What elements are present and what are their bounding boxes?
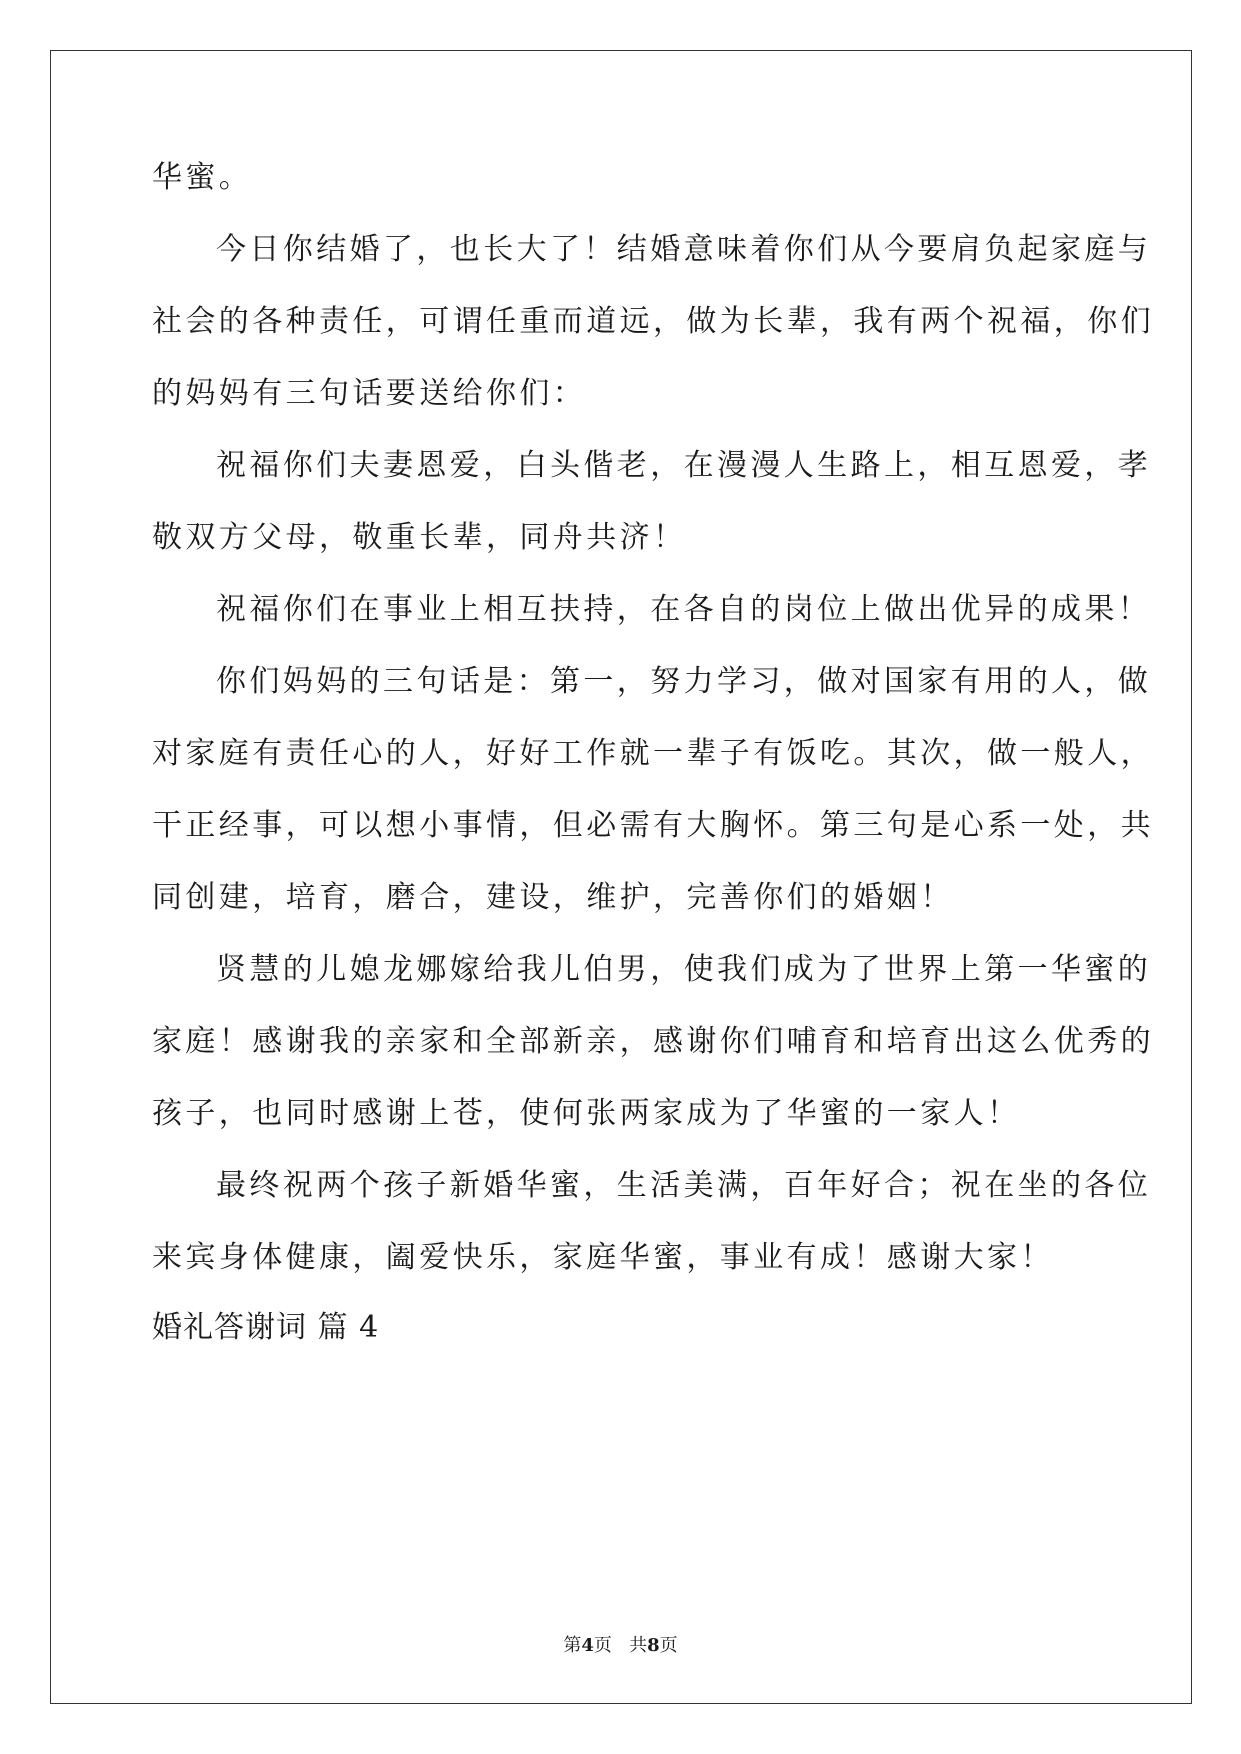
paragraph-line: 孩子，也同时感谢上苍，使何张两家成为了华蜜的一家人！ <box>152 1096 1021 1131</box>
paragraph-line: 干正经事，可以想小事情，但必需有大胸怀。第三句是心系一处，共 <box>152 808 1154 843</box>
paragraph-line: 来宾身体健康，阖爱快乐，家庭华蜜，事业有成！感谢大家！ <box>152 1240 1054 1275</box>
paragraph-line: 祝福你们在事业上相互扶持，在各自的岗位上做出优异的成果！ <box>216 592 1152 627</box>
page-footer <box>0 1634 1241 1658</box>
paragraph-line: 同创建，培育，磨合，建设，维护，完善你们的婚姻！ <box>152 880 954 915</box>
footer-prefix: 第 <box>563 1635 582 1656</box>
total-pages-number: 8 <box>647 1635 660 1656</box>
paragraph-line: 祝福你们夫妻恩爱，白头偕老，在漫漫人生路上，相互恩爱，孝 <box>216 448 1152 483</box>
paragraph-line: 今日你结婚了，也长大了！结婚意味着你们从今要肩负起家庭与 <box>216 232 1152 267</box>
paragraph-line: 你们妈妈的三句话是：第一，努力学习，做对国家有用的人，做 <box>216 664 1152 699</box>
paragraph-line: 最终祝两个孩子新婚华蜜，生活美满，百年好合；祝在坐的各位 <box>216 1168 1152 1203</box>
paragraph-line: 的妈妈有三句话要送给你们： <box>152 376 587 411</box>
footer-total-prefix: 共 <box>629 1635 648 1656</box>
current-page-number: 4 <box>581 1635 594 1656</box>
paragraph-line: 贤慧的儿媳龙娜嫁给我儿伯男，使我们成为了世界上第一华蜜的 <box>216 952 1152 987</box>
paragraph-line: 华蜜。 <box>152 160 253 195</box>
paragraph-line: 敬双方父母，敬重长辈，同舟共济！ <box>152 520 687 555</box>
footer-total-unit: 页 <box>659 1635 678 1656</box>
footer-page-unit: 页 <box>593 1635 612 1656</box>
paragraph-line: 对家庭有责任心的人，好好工作就一辈子有饭吃。其次，做一般人， <box>152 736 1154 771</box>
paragraph-line: 社会的各种责任，可谓任重而道远，做为长辈，我有两个祝福，你们 <box>152 304 1154 339</box>
paragraph-line: 家庭！感谢我的亲家和全部新亲，感谢你们哺育和培育出这么优秀的 <box>152 1024 1154 1059</box>
page-frame <box>50 50 1192 1704</box>
section-heading: 婚礼答谢词 篇 4 <box>152 1310 380 1345</box>
